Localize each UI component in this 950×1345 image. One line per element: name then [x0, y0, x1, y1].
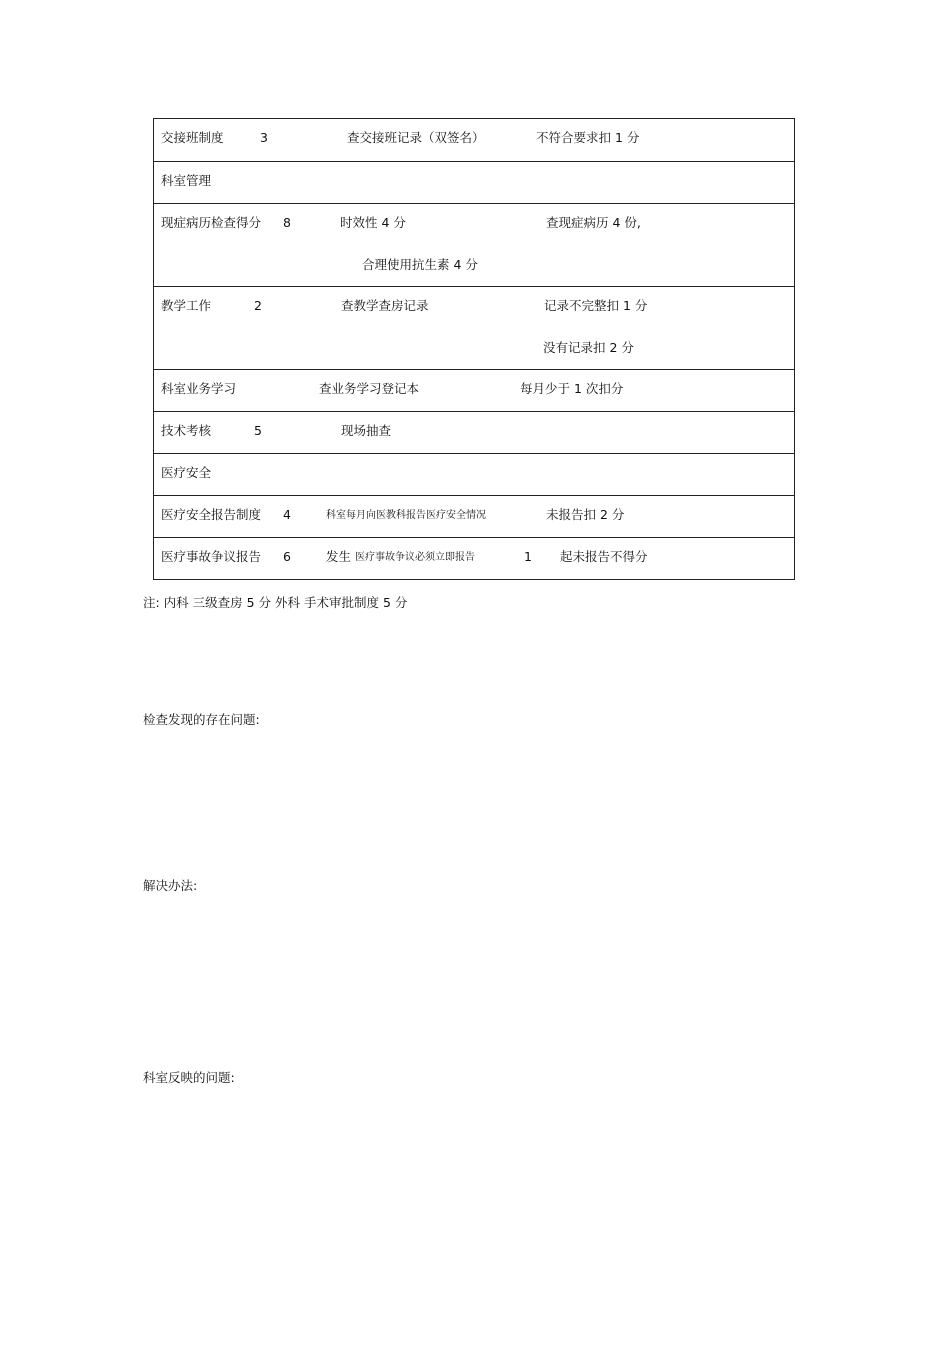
item-method: 查交接班记录（双签名）: [347, 130, 485, 145]
item-method: 时效性 4 分: [340, 215, 406, 230]
table-row: [154, 286, 794, 369]
table-row: [154, 161, 794, 203]
item-name: 医疗安全报告制度: [161, 507, 262, 522]
item-method: 科室每月向医教科报告医疗安全情况: [326, 510, 486, 521]
table-row: [154, 495, 794, 537]
item-rule: 起未报告不得分: [560, 549, 648, 564]
item-method-detail: 医疗事故争议必须立即报告: [355, 552, 475, 563]
item-method: 查教学查房记录: [341, 298, 429, 313]
item-method: 发生: [326, 549, 352, 564]
item-name: 技术考核: [161, 423, 212, 438]
item-name: 医疗事故争议报告: [161, 549, 262, 564]
section-name: 科室管理: [161, 173, 212, 188]
item-name: 交接班制度: [161, 130, 224, 145]
item-score: 6: [283, 549, 291, 564]
item-score: 8: [283, 215, 291, 230]
item-method: 查业务学习登记本: [319, 381, 420, 396]
item-score: 5: [254, 423, 262, 438]
item-name: 教学工作: [161, 298, 212, 313]
item-score: 2: [254, 298, 262, 313]
table-row: [154, 537, 794, 579]
section-solutions-heading: 解决办法:: [143, 878, 198, 893]
assessment-table: [153, 118, 795, 580]
item-rule: 每月少于 1 次扣分: [520, 381, 624, 396]
table-row: [154, 369, 794, 411]
item-name: 现症病历检查得分: [161, 215, 262, 230]
item-score: 4: [283, 507, 291, 522]
item-rule: 未报告扣 2 分: [546, 507, 625, 522]
item-rule-2: 没有记录扣 2 分: [543, 340, 634, 355]
table-row: [154, 453, 794, 495]
item-method-count: 1: [524, 549, 532, 564]
item-rule: 查现症病历 4 份,: [546, 215, 641, 230]
table-row: [154, 203, 794, 286]
item-rule: 记录不完整扣 1 分: [544, 298, 648, 313]
item-method: 现场抽查: [341, 423, 392, 438]
item-score: 3: [260, 130, 268, 145]
section-feedback-heading: 科室反映的问题:: [143, 1070, 235, 1085]
table-row: [154, 411, 794, 453]
item-name: 科室业务学习: [161, 381, 237, 396]
section-problems-heading: 检查发现的存在问题:: [143, 712, 260, 727]
section-name: 医疗安全: [161, 465, 212, 480]
table-row: [154, 119, 794, 161]
item-method-2: 合理使用抗生素 4 分: [362, 257, 478, 272]
table-note: 注: 内科 三级查房 5 分 外科 手术审批制度 5 分: [143, 595, 408, 610]
item-rule: 不符合要求扣 1 分: [536, 130, 640, 145]
